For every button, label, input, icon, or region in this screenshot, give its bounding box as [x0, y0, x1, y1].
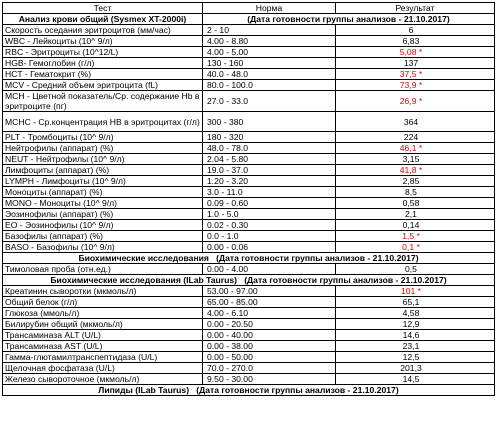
- result-value-abnormal: 46,1 *: [336, 143, 495, 154]
- test-name: NEUT - Нейтрофилы (10^ 9/л): [3, 154, 203, 165]
- table-row: [3, 47, 495, 58]
- reference-range: 4.00 - 6.10: [203, 308, 336, 319]
- result-value: 3,15: [336, 154, 495, 165]
- table-row: [3, 165, 495, 176]
- table-header-row: [3, 3, 495, 14]
- section-date: (Дата готовности группы анализов - 21.10.2017): [216, 253, 419, 263]
- result-value-abnormal: 0,1 *: [336, 242, 495, 253]
- test-name: Тимоловая проба (отн.ед.): [3, 264, 203, 275]
- test-name: Щелочная фосфатаза (U/L): [3, 363, 203, 374]
- table-row: [3, 91, 495, 112]
- result-value-abnormal: 41,8 *: [336, 165, 495, 176]
- reference-range: 9.50 - 30.00: [203, 374, 336, 385]
- test-name: RBC - Эритроциты (10^12/L): [3, 47, 203, 58]
- reference-range: 0.09 - 0.60: [203, 198, 336, 209]
- result-value: 4,58: [336, 308, 495, 319]
- table-row: [3, 58, 495, 69]
- result-value: 14,5: [336, 374, 495, 385]
- result-value-abnormal: 1,5 *: [336, 231, 495, 242]
- test-name: Лимфоциты (аппарат) (%): [3, 165, 203, 176]
- table-row: [3, 341, 495, 352]
- result-value: 0,5: [336, 264, 495, 275]
- reference-range: 40.0 - 48.0: [203, 69, 336, 80]
- test-name: Железо сывороточное (мкмоль/л): [3, 374, 203, 385]
- section-date: (Дата готовности группы анализов - 21.10.2017): [203, 14, 495, 25]
- reference-range: 300 - 380: [203, 112, 336, 132]
- result-value: 6: [336, 25, 495, 36]
- table-row: [3, 112, 495, 132]
- test-name: MCV - Средний объем эритроцита (fL): [3, 80, 203, 91]
- table-row: [3, 209, 495, 220]
- reference-range: 180 - 320: [203, 132, 336, 143]
- result-value: 137: [336, 58, 495, 69]
- reference-range: 0.00 - 40.00: [203, 330, 336, 341]
- test-name: LYMPH - Лимфоциты (10^ 9/л): [3, 176, 203, 187]
- reference-range: 0.02 - 0.30: [203, 220, 336, 231]
- section-header: [3, 275, 495, 286]
- reference-range: 80.0 - 100.0: [203, 80, 336, 91]
- test-name: Билирубин общий (мкмоль/л): [3, 319, 203, 330]
- reference-range: 0.00 - 0.06: [203, 242, 336, 253]
- header-test: Тест: [3, 3, 203, 14]
- section-title: Биохимические исследования: [78, 253, 209, 263]
- section-header: [3, 14, 495, 25]
- table-row: [3, 264, 495, 275]
- result-value-abnormal: 26,9 *: [336, 91, 495, 112]
- table-row: [3, 187, 495, 198]
- table-row: [3, 374, 495, 385]
- test-name: Глюкоза (ммоль/л): [3, 308, 203, 319]
- reference-range: 4.00 - 5.00: [203, 47, 336, 58]
- test-name: Нейтрофилы (аппарат) (%): [3, 143, 203, 154]
- table-row: [3, 25, 495, 36]
- table-row: [3, 143, 495, 154]
- section-title: Липиды (ILab Taurus): [98, 385, 190, 395]
- result-value: 224: [336, 132, 495, 143]
- test-name: Эозинофилы (аппарат) (%): [3, 209, 203, 220]
- reference-range: 0.00 - 20.50: [203, 319, 336, 330]
- test-name: Скорость оседания эритроцитов (мм/час): [3, 25, 203, 36]
- result-value: 6,83: [336, 36, 495, 47]
- reference-range: 0.0 - 1.0: [203, 231, 336, 242]
- result-value-abnormal: 37,5 *: [336, 69, 495, 80]
- section-title: Биохимические исследования (ILab Taurus): [50, 275, 238, 285]
- table-row: [3, 319, 495, 330]
- reference-range: 48.0 - 78.0: [203, 143, 336, 154]
- section-date: (Дата готовности группы анализов - 21.10.2017): [196, 385, 399, 395]
- lab-results-table: [2, 2, 495, 396]
- reference-range: 19.0 - 37.0: [203, 165, 336, 176]
- table-row: [3, 220, 495, 231]
- section-title-cell: [3, 253, 495, 264]
- test-name: Гамма-глютамилтранспептидаза (U/L): [3, 352, 203, 363]
- table-row: [3, 36, 495, 47]
- table-row: [3, 363, 495, 374]
- table-row: [3, 286, 495, 297]
- reference-range: 0.00 - 38.00: [203, 341, 336, 352]
- result-value: 8,5: [336, 187, 495, 198]
- table-row: [3, 297, 495, 308]
- reference-range: 4.00 - 8.80: [203, 36, 336, 47]
- reference-range: 65.00 - 85.00: [203, 297, 336, 308]
- test-name: Базофилы (аппарат) (%): [3, 231, 203, 242]
- test-name: EO - Эозинофилы (10^ 9/л): [3, 220, 203, 231]
- result-value: 0,58: [336, 198, 495, 209]
- section-title-cell: [3, 385, 495, 396]
- results-body: [3, 14, 495, 396]
- result-value: 201,3: [336, 363, 495, 374]
- test-name: HCT - Гематокрит (%): [3, 69, 203, 80]
- table-row: [3, 352, 495, 363]
- result-value: 2,1: [336, 209, 495, 220]
- table-row: [3, 80, 495, 91]
- result-value: 12,5: [336, 352, 495, 363]
- reference-range: 130 - 160: [203, 58, 336, 69]
- result-value: 14,6: [336, 330, 495, 341]
- test-name: MCH - Цветной показатель/Ср. содержание Hb в эритроците (пг): [3, 91, 203, 112]
- section-header: [3, 385, 495, 396]
- reference-range: 0.00 - 50.00: [203, 352, 336, 363]
- reference-range: 53.00 - 97.00: [203, 286, 336, 297]
- test-name: HGB- Гемоглобин (г/л): [3, 58, 203, 69]
- result-value-abnormal: 73,9 *: [336, 80, 495, 91]
- header-norm: Норма: [203, 3, 336, 14]
- table-row: [3, 308, 495, 319]
- reference-range: 2 - 10: [203, 25, 336, 36]
- header-result: Результат: [336, 3, 495, 14]
- reference-range: 2.04 - 5.80: [203, 154, 336, 165]
- test-name: MCHC - Ср.концентрация HB в эритроцитах (г/л): [3, 112, 203, 132]
- test-name: PLT - Тромбоциты (10^ 9/л): [3, 132, 203, 143]
- result-value: 23,1: [336, 341, 495, 352]
- table-row: [3, 132, 495, 143]
- table-row: [3, 231, 495, 242]
- section-header: [3, 253, 495, 264]
- reference-range: 1.0 - 5.0: [203, 209, 336, 220]
- result-value: 12,9: [336, 319, 495, 330]
- test-name: Моноциты (аппарат) (%): [3, 187, 203, 198]
- test-name: WBC - Лейкоциты (10^ 9/л): [3, 36, 203, 47]
- section-date: (Дата готовности группы анализов - 21.10.2017): [244, 275, 447, 285]
- result-value: 65,1: [336, 297, 495, 308]
- test-name: Общий белок (г/л): [3, 297, 203, 308]
- reference-range: 27.0 - 33.0: [203, 91, 336, 112]
- test-name: Трансаминаза AST (U/L): [3, 341, 203, 352]
- test-name: Креатинин сыворотки (мкмоль/л): [3, 286, 203, 297]
- reference-range: 0.00 - 4.00: [203, 264, 336, 275]
- table-row: [3, 176, 495, 187]
- test-name: BASO - Базофилы (10^ 9/л): [3, 242, 203, 253]
- table-row: [3, 198, 495, 209]
- table-row: [3, 330, 495, 341]
- table-row: [3, 242, 495, 253]
- test-name: MONO - Моноциты (10^ 9/л): [3, 198, 203, 209]
- test-name: Трансаминаза ALT (U/L): [3, 330, 203, 341]
- table-row: [3, 154, 495, 165]
- result-value-abnormal: 5,08 *: [336, 47, 495, 58]
- reference-range: 70.0 - 270.0: [203, 363, 336, 374]
- table-row: [3, 69, 495, 80]
- result-value-abnormal: 101 *: [336, 286, 495, 297]
- reference-range: 3.0 - 11.0: [203, 187, 336, 198]
- reference-range: 1.20 - 3.20: [203, 176, 336, 187]
- result-value: 2,85: [336, 176, 495, 187]
- section-title-cell: [3, 275, 495, 286]
- result-value: 364: [336, 112, 495, 132]
- result-value: 0,14: [336, 220, 495, 231]
- section-title: Анализ крови общий (Sysmex XT-2000i): [3, 14, 203, 25]
